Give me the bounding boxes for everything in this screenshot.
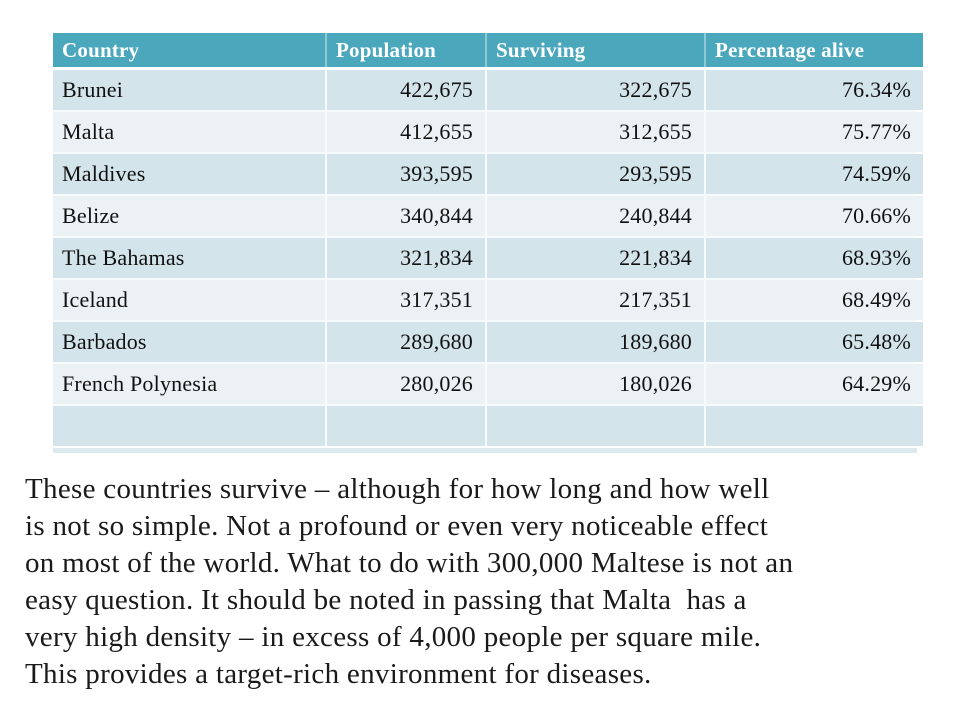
cell-surviving: 293,595 xyxy=(487,154,704,194)
cell-surviving: 180,026 xyxy=(487,364,704,404)
paragraph-line: on most of the world. What to do with 300,000 Maltese is not an xyxy=(25,547,794,579)
cell-percentage-alive: 64.29% xyxy=(706,364,923,404)
cell-surviving: 189,680 xyxy=(487,322,704,362)
column-header-percentage-alive: Percentage alive xyxy=(706,33,923,67)
cell-population: 289,680 xyxy=(327,322,485,362)
table-body xyxy=(53,70,917,446)
cell-population: 321,834 xyxy=(327,238,485,278)
cell-percentage-alive: 75.77% xyxy=(706,112,923,152)
cell-population: 412,655 xyxy=(327,112,485,152)
paragraph-line: This provides a target-rich environment for diseases. xyxy=(25,658,652,690)
cell-percentage-alive: 68.49% xyxy=(706,280,923,320)
cell-population: 393,595 xyxy=(327,154,485,194)
cell-surviving: 322,675 xyxy=(487,70,704,110)
survival-table xyxy=(53,33,917,453)
cell-percentage-alive xyxy=(706,406,923,446)
cell-percentage-alive: 70.66% xyxy=(706,196,923,236)
cell-population xyxy=(327,406,485,446)
cell-population: 340,844 xyxy=(327,196,485,236)
cell-country: French Polynesia xyxy=(53,364,325,404)
cell-percentage-alive: 76.34% xyxy=(706,70,923,110)
paragraph-line: is not so simple. Not a profound or even very noticeable effect xyxy=(25,510,769,542)
table-header-row xyxy=(53,33,917,67)
column-header-country: Country xyxy=(53,33,325,67)
table-bottom-border xyxy=(53,448,917,453)
cell-surviving: 240,844 xyxy=(487,196,704,236)
cell-country xyxy=(53,406,325,446)
cell-population: 280,026 xyxy=(327,364,485,404)
paragraph-line: These countries survive – although for how long and how well xyxy=(25,473,770,505)
column-header-population: Population xyxy=(327,33,485,67)
cell-country: Iceland xyxy=(53,280,325,320)
slide-body-paragraph xyxy=(25,471,943,693)
cell-country: Barbados xyxy=(53,322,325,362)
cell-population: 317,351 xyxy=(327,280,485,320)
cell-percentage-alive: 65.48% xyxy=(706,322,923,362)
cell-country: Malta xyxy=(53,112,325,152)
cell-percentage-alive: 68.93% xyxy=(706,238,923,278)
paragraph-line: easy question. It should be noted in passing that Malta has a xyxy=(25,584,747,616)
cell-surviving: 312,655 xyxy=(487,112,704,152)
cell-country: Brunei xyxy=(53,70,325,110)
cell-surviving: 221,834 xyxy=(487,238,704,278)
column-header-surviving: Surviving xyxy=(487,33,704,67)
cell-country: Maldives xyxy=(53,154,325,194)
cell-surviving xyxy=(487,406,704,446)
cell-population: 422,675 xyxy=(327,70,485,110)
cell-country: Belize xyxy=(53,196,325,236)
cell-surviving: 217,351 xyxy=(487,280,704,320)
cell-country: The Bahamas xyxy=(53,238,325,278)
paragraph-line: very high density – in excess of 4,000 people per square mile. xyxy=(25,621,762,653)
cell-percentage-alive: 74.59% xyxy=(706,154,923,194)
